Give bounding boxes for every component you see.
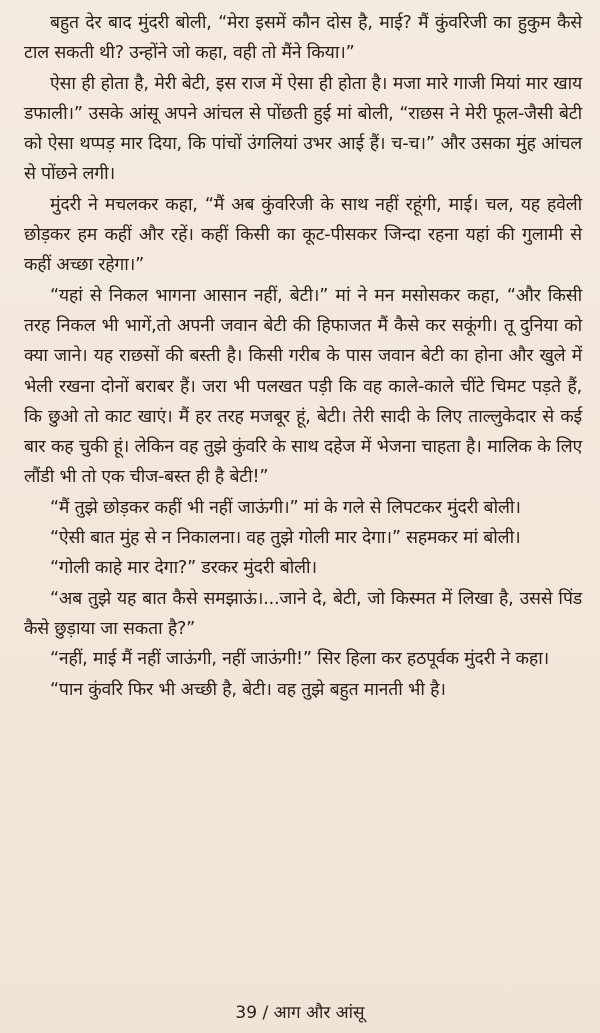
- paragraph: “यहां से निकल भागना आसान नहीं, बेटी।” मां ने मन मसोसकर कहा, “और किसी तरह निकल भी भागें,तो अपनी जवान बेटी की हिफाजत मैं कैसे कर सकूंगी। तू दुनिया को क्या जाने। यह राछसों की बस्ती है। किसी गरीब के पास जवान बेटी का होना और खुले में भेली रखना दोनों बराबर हैं। जरा भी पलखत पड़ी कि वह काले-काले चींटे चिमट पड़ते हैं, कि छुओ तो काट खाएं। मैं हर तरह मजबूर हूं, बेटी। तेरी सादी के लिए ताल्लुकेदार से कई बार कह चुकी हूं। लेकिन वह तुझे कुंवरि के साथ दहेज में भेजना चाहता है। मालिक के लिए लौंडी भी तो एक चीज-बस्त ही है बेटी!”: [24, 285, 582, 488]
- paragraph: बहुत देर बाद मुंदरी बोली, “मेरा इसमें कौन दोस है, माई? मैं कुंवरिजी का हुकुम कैसे टाल सकती थी? उन्होंने जो कहा, वही तो मैंने किया।”: [24, 13, 582, 64]
- page-footer: 39 / आग और आंसू: [235, 1003, 365, 1023]
- paragraph: “पान कुंवरि फिर भी अच्छी है, बेटी। वह तुझे बहुत मानती भी है।: [50, 679, 446, 700]
- paragraph: मुंदरी ने मचलकर कहा, “मैं अब कुंवरिजी के साथ नहीं रहूंगी, माई। चल, यह हवेली छोड़कर हम कहीं और रहें। कहीं किसी का कूट-पीसकर जिन्दा रहना यहां की गुलामी से कहीं अच्छा रहेगा।”: [24, 194, 582, 276]
- paragraph: “गोली काहे मार देगा?” डरकर मुंदरी बोली।: [50, 558, 317, 579]
- paragraph: “ऐसी बात मुंह से न निकालना। वह तुझे गोली मार देगा।” सहमकर मां बोली।: [50, 528, 521, 549]
- paragraph: “मैं तुझे छोड़कर कहीं भी नहीं जाऊंगी।” मां के गले से लिपटकर मुंदरी बोली।: [50, 497, 521, 518]
- paragraph: “नहीं, माई मैं नहीं जाऊंगी, नहीं जाऊंगी!” सिर हिला कर हठपूर्वक मुंदरी ने कहा।: [50, 649, 550, 670]
- paragraph: ऐसा ही होता है, मेरी बेटी, इस राज में ऐसा ही होता है। मजा मारे गाजी मियां मार खाय डफाली।” उसके आंसू अपने आंचल से पोंछती हुई मां बोली, “राछस ने मेरी फूल-जैसी बेटी को ऐसा थप्पड़ मार दिया, कि पांचों उंगलियां उभर आई हैं। च-च।” और उसका मुंह आंचल से पोंछने लगी।: [24, 73, 582, 185]
- body-text: [24, 8, 582, 705]
- paragraph: “अब तुझे यह बात कैसे समझाऊं।...जाने दे, बेटी, जो किस्मत में लिखा है, उससे पिंड कैसे छुड़ाया जा सकता है?”: [24, 588, 582, 639]
